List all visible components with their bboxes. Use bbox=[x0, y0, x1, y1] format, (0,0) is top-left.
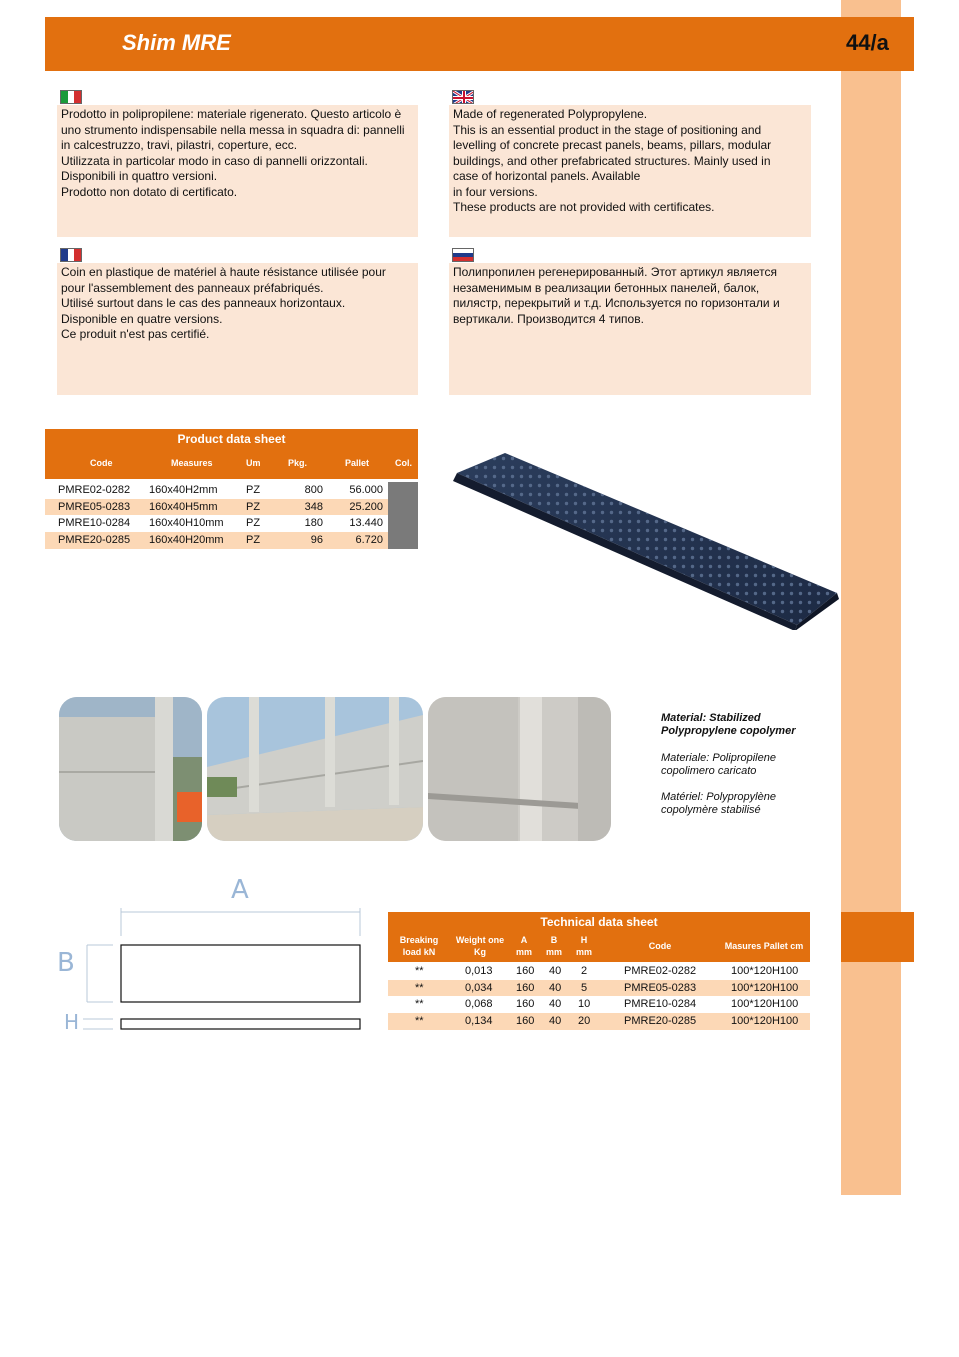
material-italian: Materiale: Polipropilene copolimero caricato bbox=[661, 752, 776, 777]
color-swatch bbox=[388, 515, 418, 532]
col-um: Um bbox=[246, 458, 261, 468]
material-english: Material: Stabilized Polypropylene copolymer bbox=[661, 712, 796, 737]
row-um: PZ bbox=[246, 500, 261, 513]
row-pkg: 800 bbox=[304, 484, 323, 496]
row-pallet: 100*120H100 bbox=[731, 965, 799, 977]
row-h: 2 bbox=[581, 965, 588, 977]
installation-photo-3 bbox=[428, 697, 611, 841]
row-code: PMRE10-0284 bbox=[624, 998, 697, 1011]
row-weight: 0,134 bbox=[465, 1015, 493, 1028]
page-number: 44/a bbox=[846, 30, 889, 55]
row-a: 160 bbox=[516, 981, 535, 994]
color-swatch bbox=[388, 499, 418, 516]
col-h: H mm bbox=[575, 935, 592, 957]
product-sheet-title: Product data sheet bbox=[177, 432, 286, 446]
table-row bbox=[388, 996, 810, 1013]
technical-data-sheet bbox=[388, 912, 810, 1030]
table-row bbox=[388, 963, 810, 980]
row-code: PMRE20-0285 bbox=[58, 534, 131, 547]
description-english: Made of regenerated Polypropylene. This is an essential product in the stage of positioning and levelling of concrete precast panels, beams, pillars, modular buildings, and other prefabricated structures. Mainly used in case of horizontal panels. Available in four versions. These products are not provided with certificates. bbox=[449, 105, 811, 237]
technical-sheet-title: Technical data sheet bbox=[540, 915, 658, 929]
row-measures: 160x40H2mm bbox=[149, 484, 218, 496]
col-pallet: Pallet bbox=[345, 458, 370, 468]
dimension-label-h: H bbox=[64, 1010, 80, 1034]
row-b: 40 bbox=[549, 965, 562, 977]
row-pallet: 13.440 bbox=[349, 517, 383, 530]
table-row bbox=[45, 482, 418, 499]
col-measures: Measures bbox=[171, 458, 213, 468]
table-row bbox=[388, 980, 810, 997]
row-h: 10 bbox=[578, 998, 591, 1011]
row-weight: 0,068 bbox=[465, 998, 493, 1011]
row-code: PMRE05-0283 bbox=[58, 500, 131, 513]
row-code: PMRE02-0282 bbox=[58, 484, 131, 496]
col-a: A mm bbox=[515, 935, 532, 957]
dimension-label-a: A bbox=[231, 875, 249, 905]
row-pkg: 96 bbox=[310, 534, 323, 547]
row-um: PZ bbox=[246, 517, 261, 530]
color-swatch bbox=[388, 532, 418, 549]
row-pallet: 56.000 bbox=[349, 484, 383, 496]
row-pkg: 348 bbox=[304, 500, 323, 513]
row-h: 20 bbox=[578, 1015, 591, 1028]
table-row bbox=[45, 515, 418, 532]
row-breaking: ** bbox=[415, 965, 424, 977]
row-code: PMRE10-0284 bbox=[58, 517, 131, 530]
color-swatch bbox=[388, 482, 418, 499]
page-title: Shim MRE bbox=[122, 30, 231, 55]
row-code: PMRE02-0282 bbox=[624, 965, 697, 977]
row-b: 40 bbox=[549, 981, 562, 994]
row-pallet: 6.720 bbox=[355, 534, 383, 547]
uk-flag-icon bbox=[452, 90, 474, 104]
description-italian: Prodotto in polipropilene: materiale rigenerato. Questo articolo è uno strumento indispensabile nella messa in squadra di: pannelli in calcestruzzo, travi, pilastri, coperture, ecc. Utilizzata in particolar modo in caso di pannelli orizzontali. Disponibili in quattro versioni. Prodotto non dotato di certificato. bbox=[57, 105, 418, 237]
row-um: PZ bbox=[246, 484, 261, 496]
col-code: Code bbox=[648, 941, 672, 951]
row-pallet: 100*120H100 bbox=[731, 1015, 799, 1028]
row-pallet: 100*120H100 bbox=[731, 981, 799, 994]
row-pkg: 180 bbox=[304, 517, 323, 530]
table-row bbox=[45, 499, 418, 516]
row-breaking: ** bbox=[415, 1015, 424, 1028]
description-russian: Полипропилен регенерированный. Этот артикул является незаменимым в реализации бетонных панелей, балок, пилястр, перекрытий и т.д. Используется по горизонтали и вертикали. Производится 4 типов. bbox=[449, 263, 811, 395]
side-strip bbox=[841, 0, 901, 1195]
row-um: PZ bbox=[246, 534, 261, 547]
col-col: Col. bbox=[395, 458, 412, 468]
row-a: 160 bbox=[516, 1015, 535, 1028]
product-sheet-header bbox=[45, 429, 418, 479]
row-h: 5 bbox=[581, 981, 588, 994]
row-b: 40 bbox=[549, 1015, 562, 1028]
row-breaking: ** bbox=[415, 998, 424, 1011]
col-masures: Masures Pallet cm bbox=[724, 941, 804, 951]
row-measures: 160x40H10mm bbox=[149, 517, 224, 530]
material-french: Matériel: Polypropylène copolymère stabilisé bbox=[661, 791, 776, 816]
row-a: 160 bbox=[516, 998, 535, 1011]
col-pkg: Pkg. bbox=[288, 458, 308, 468]
technical-sheet-tab bbox=[841, 912, 914, 962]
product-data-sheet bbox=[45, 429, 418, 549]
table-row bbox=[45, 532, 418, 549]
italy-flag-icon bbox=[60, 90, 82, 104]
row-weight: 0,034 bbox=[465, 981, 493, 994]
france-flag-icon bbox=[60, 248, 82, 262]
dimension-diagram bbox=[55, 875, 370, 1038]
shim-product-image bbox=[445, 445, 845, 630]
row-measures: 160x40H20mm bbox=[149, 534, 224, 547]
row-b: 40 bbox=[549, 998, 562, 1011]
row-breaking: ** bbox=[415, 981, 424, 994]
dimension-label-b: B bbox=[57, 948, 75, 978]
row-measures: 160x40H5mm bbox=[149, 500, 218, 513]
col-breaking: Breaking load kN bbox=[399, 935, 439, 957]
row-pallet: 100*120H100 bbox=[731, 998, 799, 1011]
installation-photo-2 bbox=[207, 697, 423, 841]
col-b: B mm bbox=[545, 935, 562, 957]
technical-sheet-header bbox=[388, 912, 810, 962]
description-french: Coin en plastique de matériel à haute résistance utilisée pour pour l'assemblement des panneaux préfabriqués. Utilisé surtout dans le cas des panneaux horizontaux. Disponible en quatre versions. Ce produit n'est pas certifié. bbox=[57, 263, 418, 395]
installation-photo-1 bbox=[59, 697, 202, 841]
russia-flag-icon bbox=[452, 248, 474, 262]
row-code: PMRE05-0283 bbox=[624, 981, 697, 994]
row-pallet: 25.200 bbox=[349, 500, 383, 513]
table-row bbox=[388, 1013, 810, 1030]
row-code: PMRE20-0285 bbox=[624, 1015, 697, 1028]
col-weight: Weight one Kg bbox=[455, 935, 505, 957]
row-weight: 0,013 bbox=[465, 965, 493, 977]
col-code: Code bbox=[90, 458, 113, 468]
row-a: 160 bbox=[516, 965, 535, 977]
